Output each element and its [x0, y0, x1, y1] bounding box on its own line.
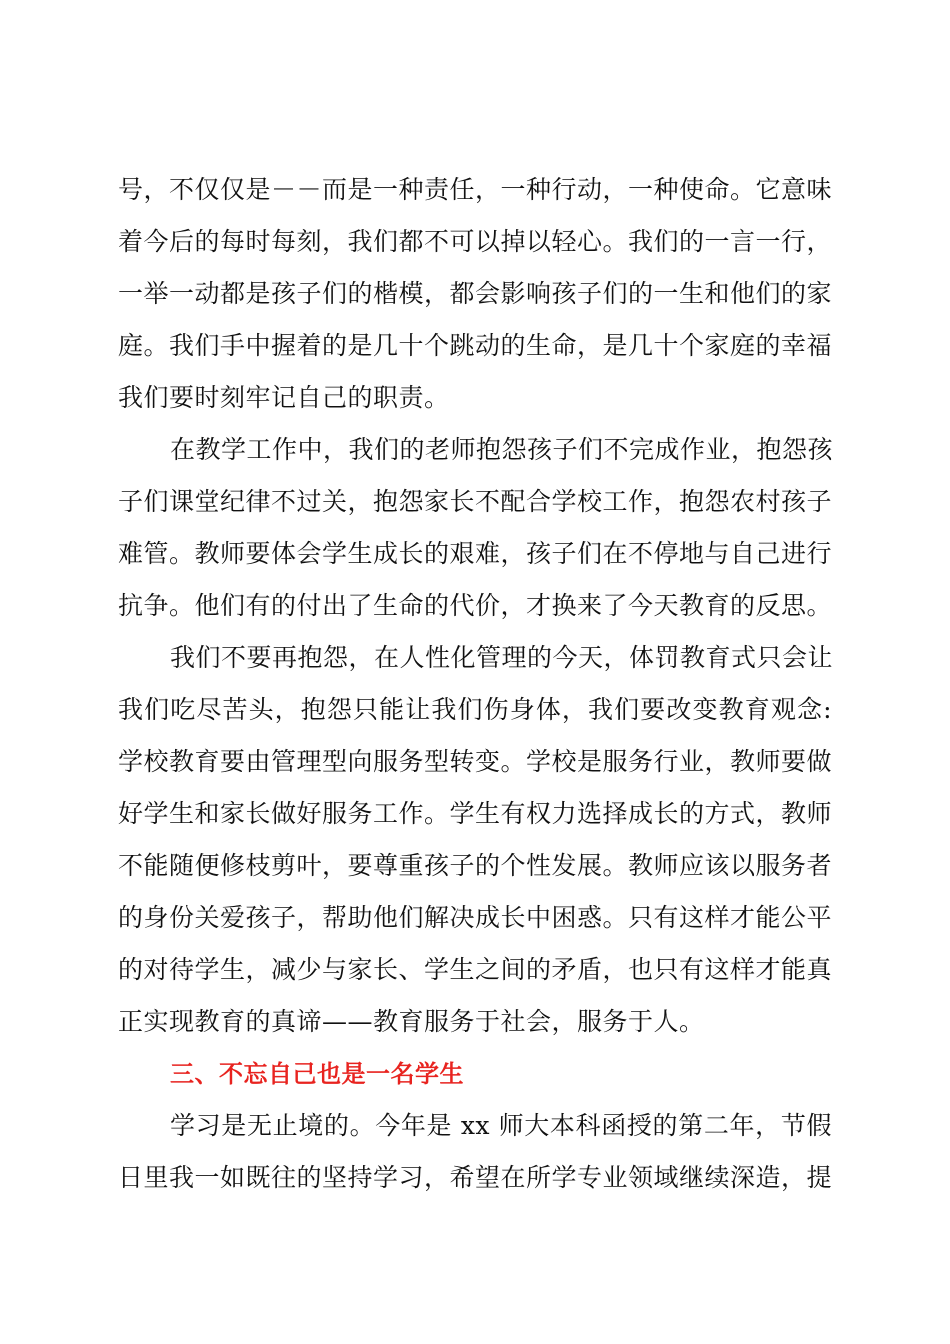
paragraph-2-line-4: 抗争。他们有的付出了生命的代价，才换来了今天教育的反思。: [118, 591, 833, 620]
paragraph-1-line-2: 着今后的每时每刻，我们都不可以掉以轻心。我们的一言一行，: [118, 227, 833, 256]
paragraph-3-line-2: 我们吃尽苦头，抱怨只能让我们伤身体，我们要改变教育观念:: [118, 695, 832, 724]
paragraph-3-line-6: 的身份关爱孩子，帮助他们解决成长中困惑。只有这样才能公平: [118, 903, 833, 932]
paragraph-4-line-1: 学习是无止境的。今年是 xx 师大本科函授的第二年，节假: [170, 1111, 832, 1140]
paragraph-2-line-3: 难管。教师要体会学生成长的艰难，孩子们在不停地与自己进行: [118, 539, 833, 568]
paragraph-1-line-1: 号，不仅仅是－－而是一种责任，一种行动，一种使命。它意味: [118, 175, 833, 204]
paragraph-3-line-1: 我们不要再抱怨，在人性化管理的今天，体罚教育式只会让: [170, 643, 834, 672]
paragraph-3-line-7: 的对待学生，减少与家长、学生之间的矛盾，也只有这样才能真: [118, 955, 833, 984]
paragraph-2-line-1: 在教学工作中，我们的老师抱怨孩子们不完成作业，抱怨孩: [170, 435, 834, 464]
paragraph-1-line-5: 我们要时刻牢记自己的职责。: [118, 383, 450, 412]
paragraph-3-line-5: 不能随便修枝剪叶，要尊重孩子的个性发展。教师应该以服务者: [118, 851, 833, 880]
paragraph-2-line-2: 子们课堂纪律不过关，抱怨家长不配合学校工作，抱怨农村孩子: [118, 487, 833, 516]
paragraph-3-line-3: 学校教育要由管理型向服务型转变。学校是服务行业，教师要做: [118, 747, 833, 776]
paragraph-1-line-3: 一举一动都是孩子们的楷模，都会影响孩子们的一生和他们的家: [118, 279, 833, 308]
paragraph-4-line-2: 日里我一如既往的坚持学习，希望在所学专业领域继续深造，提: [118, 1163, 833, 1192]
paragraph-3-line-8: 正实现教育的真谛——教育服务于社会，服务于人。: [118, 1007, 705, 1036]
paragraph-3-line-4: 好学生和家长做好服务工作。学生有权力选择成长的方式，教师: [118, 799, 833, 828]
paragraph-1-line-4: 庭。我们手中握着的是几十个跳动的生命，是几十个家庭的幸福: [118, 331, 833, 360]
section-heading: 三、不忘自己也是一名学生: [170, 1060, 464, 1088]
